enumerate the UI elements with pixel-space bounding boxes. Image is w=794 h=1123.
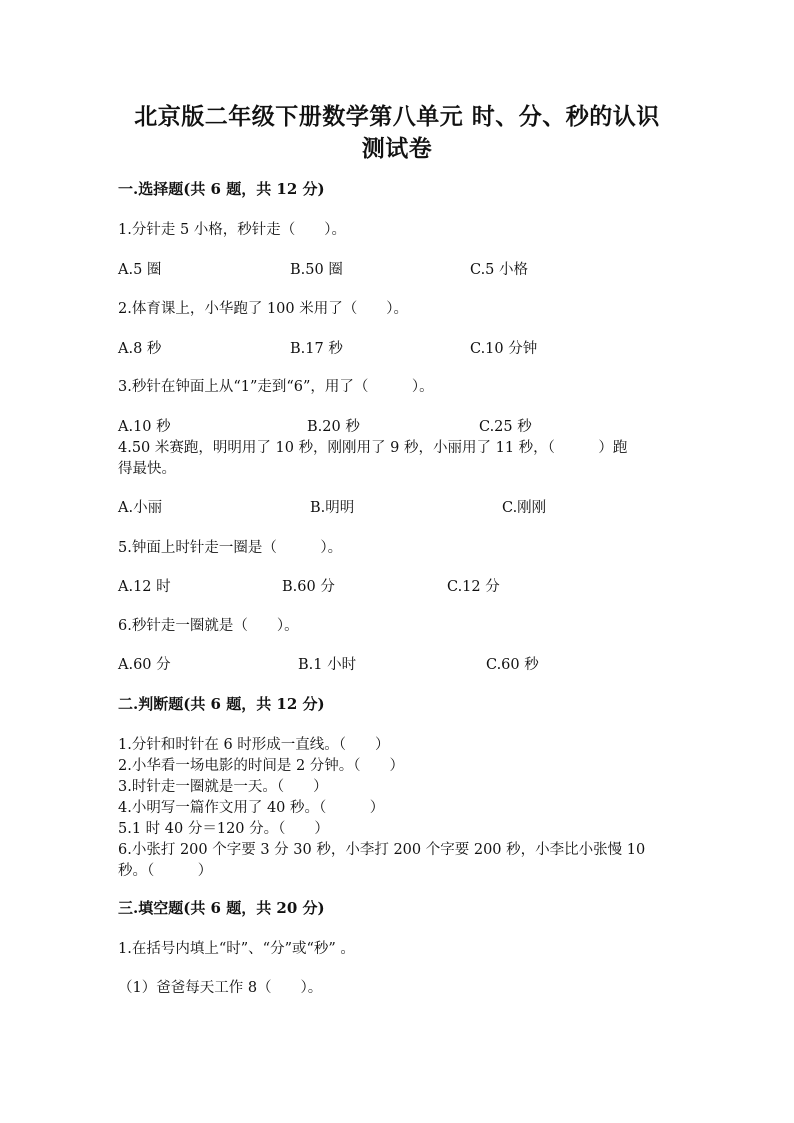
option-5b: B.60 分 bbox=[282, 579, 335, 595]
judge-item-1: 1.分针和时针在 6 时形成一直线。（ ） bbox=[118, 737, 390, 753]
option-3a: A.10 秒 bbox=[118, 419, 171, 435]
question-5: 5.钟面上时针走一圈是（ ）。 bbox=[118, 540, 343, 556]
option-6b: B.1 小时 bbox=[298, 657, 357, 673]
option-4c: C.刚刚 bbox=[502, 500, 547, 516]
option-6c: C.60 秒 bbox=[486, 657, 539, 673]
judge-item-5: 5.1 时 40 分＝120 分。（ ） bbox=[118, 821, 329, 837]
question-1: 1.分针走 5 小格，秒针走（ ）。 bbox=[118, 222, 347, 238]
option-3c: C.25 秒 bbox=[479, 419, 532, 435]
section-heading-judge: 二.判断题(共 6 题，共 12 分) bbox=[118, 695, 325, 713]
option-1c: C.5 小格 bbox=[470, 262, 529, 278]
question-3: 3.秒针在钟面上从“1”走到“6”，用了（ ）。 bbox=[118, 379, 434, 395]
page-title: 北京版二年级下册数学第八单元 时、分、秒的认识 bbox=[134, 103, 660, 130]
option-4b: B.明明 bbox=[310, 500, 355, 516]
question-4: 4.50 米赛跑，明明用了 10 秒，刚刚用了 9 秒，小丽用了 11 秒，（ ）跑 bbox=[118, 440, 628, 456]
judge-item-2: 2.小华看一场电影的时间是 2 分钟。（ ） bbox=[118, 758, 405, 774]
question-4-continued: 得最快。 bbox=[118, 461, 176, 477]
option-4a: A.小丽 bbox=[118, 500, 163, 516]
judge-item-6: 6.小张打 200 个字要 3 分 30 秒，小李打 200 个字要 200 秒，小李比小张慢 10 bbox=[118, 842, 646, 858]
option-5a: A.12 时 bbox=[118, 579, 171, 595]
option-3b: B.20 秒 bbox=[307, 419, 360, 435]
option-2c: C.10 分钟 bbox=[470, 341, 538, 357]
option-6a: A.60 分 bbox=[118, 657, 171, 673]
judge-item-3: 3.时针走一圈就是一天。（ ） bbox=[118, 779, 328, 795]
judge-item-4: 4.小明写一篇作文用了 40 秒。（ ） bbox=[118, 800, 385, 816]
page-title-line2: 测试卷 bbox=[361, 135, 433, 162]
option-1b: B.50 圈 bbox=[290, 262, 343, 278]
option-5c: C.12 分 bbox=[447, 579, 500, 595]
section-heading-choice: 一.选择题(共 6 题，共 12 分) bbox=[118, 180, 325, 198]
section-heading-fill: 三.填空题(共 6 题，共 20 分) bbox=[118, 899, 325, 917]
option-2a: A.8 秒 bbox=[118, 341, 162, 357]
option-1a: A.5 圈 bbox=[118, 262, 162, 278]
fill-question-1: 1.在括号内填上“时”、“分”或“秒” 。 bbox=[118, 941, 355, 957]
question-2: 2.体育课上，小华跑了 100 米用了（ ）。 bbox=[118, 301, 408, 317]
option-2b: B.17 秒 bbox=[290, 341, 343, 357]
question-6: 6.秒针走一圈就是（ ）。 bbox=[118, 618, 299, 634]
fill-question-1-sub-1: （1）爸爸每天工作 8（ ）。 bbox=[118, 980, 323, 996]
judge-item-6-continued: 秒。（ ） bbox=[118, 863, 213, 879]
